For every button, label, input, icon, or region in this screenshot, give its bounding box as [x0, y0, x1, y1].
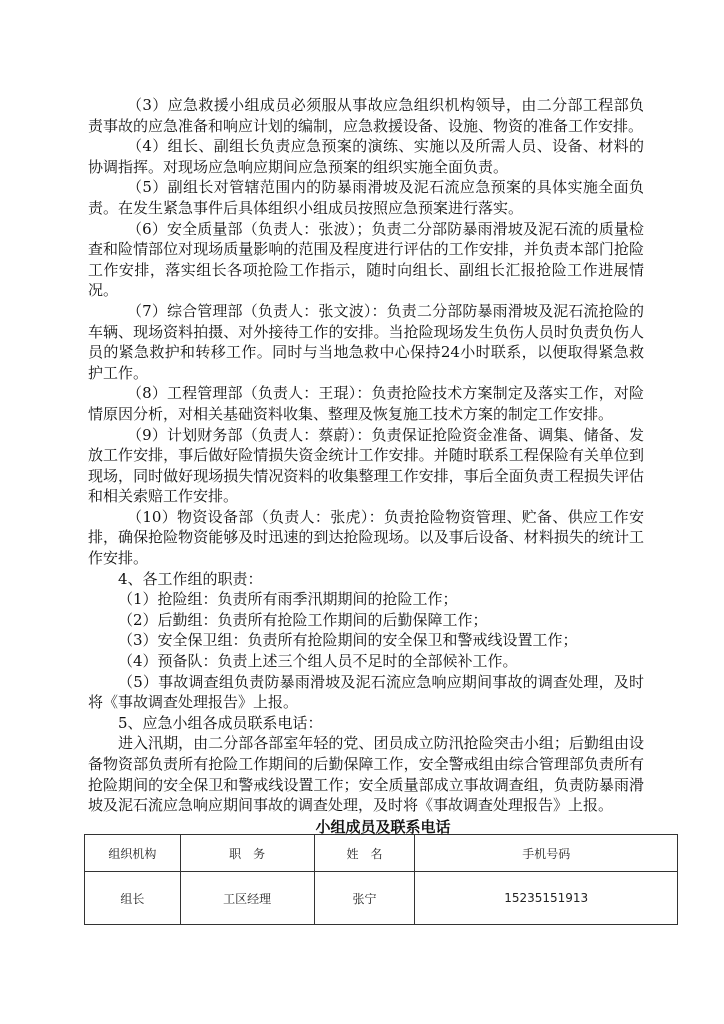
- cell-position: 工区经理: [180, 872, 314, 925]
- cell-org: 组长: [85, 872, 181, 925]
- table-header-row: [85, 835, 678, 872]
- table-row: [85, 872, 678, 925]
- header-cell-position: 职 务: [180, 835, 314, 872]
- header-cell-phone: 手机号码: [415, 835, 678, 872]
- cell-phone: 15235151913: [415, 872, 678, 925]
- group-duty-1: （1）抢险组：负责所有雨季汛期期间的抢险工作；: [118, 590, 458, 609]
- cell-name: 张宁: [314, 872, 415, 925]
- group-duty-2: （2）后勤组：负责所有抢险工作期间的后勤保障工作；: [118, 610, 488, 629]
- paragraph-8: （8）工程管理部（负责人：王琨）：负责抢险技术方案制定及落实工作，对险情原因分析，对相关基础资料收集、整理及恢复施工技术方案的制定工作安排。: [88, 384, 644, 423]
- members-table: [84, 834, 678, 925]
- paragraph-7: （7）综合管理部（负责人：张文波）：负责二分部防暴雨滑坡及泥石流抢险的车辆、现场资料拍摄、对外接待工作的安排。当抢险现场发生负伤人员时负责负伤人员的紧急救护和转移工作。同时与当地急救中心保持24小时联系，以便取得紧急救护工作。: [88, 301, 644, 382]
- flood-season-paragraph: 进入汛期，由二分部各部室年轻的党、团员成立防汛抢险突击小组；后勤组由设备物资部负责所有抢险工作期间的后勤保障工作，安全警戒组由综合管理部负责所有抢险期间的安全保卫和警戒线设置工作；安全质量部成立事故调查组，负责防暴雨滑坡及泥石流应急响应期间事故的调查处理，及时将《事故调查处理报告》上报。: [88, 734, 644, 815]
- group-duty-3: （3）安全保卫组：负责所有抢险期间的安全保卫和警戒线设置工作；: [118, 631, 578, 650]
- paragraph-3: （3）应急救援小组成员必须服从事故应急组织机构领导，由二分部工程部负责事故的应急准备和响应计划的编制，应急救援设备、设施、物资的准备工作安排。: [88, 96, 644, 135]
- paragraph-5: （5）副组长对管辖范围内的防暴雨滑坡及泥石流应急预案的具体实施全面负责。在发生紧急事件后具体组织小组成员按照应急预案进行落实。: [88, 178, 644, 217]
- section-heading-5: 5、应急小组各成员联系电话：: [118, 713, 323, 732]
- group-duty-5: （5）事故调查组负责防暴雨滑坡及泥石流应急响应期间事故的调查处理，及时将《事故调查处理报告》上报。: [88, 672, 644, 712]
- paragraph-6: （6）安全质量部（负责人：张波）；负责二分部防暴雨滑坡及泥石流的质量检查和险情部位对现场质量影响的范围及程度进行评估的工作安排，并负责本部门抢险工作安排，落实组长各项抢险工作指示，随时向组长、副组长汇报抢险工作进展情况。: [88, 219, 644, 300]
- header-cell-org: 组织机构: [85, 835, 181, 872]
- paragraph-9: （9）计划财务部（负责人：蔡蔚）：负责保证抢险资金准备、调集、储备、发放工作安排，事后做好险情损失资金统计工作安排。并随时联系工程保险有关单位到现场，同时做好现场损失情况资料的收集整理工作安排，事后全面负责工程损失评估和相关索赔工作安排。: [88, 425, 644, 506]
- table-title: 小组成员及联系电话: [315, 818, 451, 836]
- group-duty-4: （4）预备队：负责上述三个组人员不足时的全部候补工作。: [118, 652, 518, 671]
- section-heading-4: 4、各工作组的职责：: [118, 569, 263, 588]
- paragraph-10: （10）物资设备部（负责人：张虎）：负责抢险物资管理、贮备、供应工作安排，确保抢险物资能够及时迅速的到达抢险现场。以及事后设备、材料损失的统计工作安排。: [88, 507, 644, 568]
- document-body: [88, 95, 644, 816]
- paragraph-4: （4）组长、副组长负责应急预案的演练、实施以及所需人员、设备、材料的协调指挥。对现场应急响应期间应急预案的组织实施全面负责。: [88, 137, 644, 176]
- header-cell-name: 姓 名: [314, 835, 415, 872]
